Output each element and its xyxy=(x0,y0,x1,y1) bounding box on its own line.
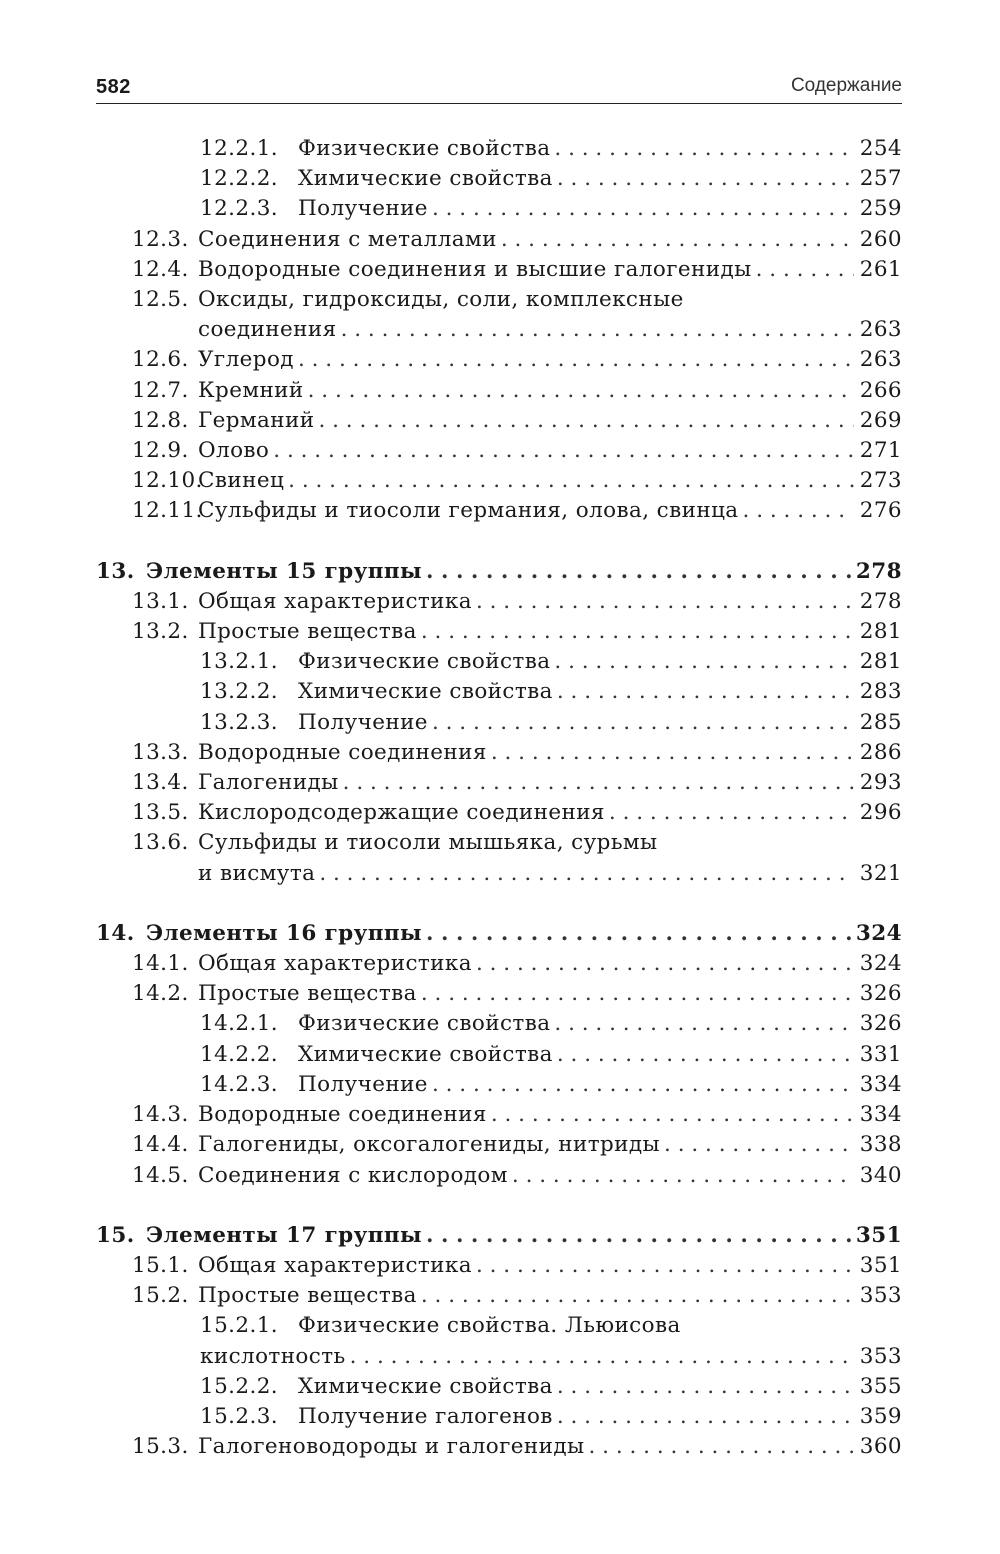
entry-number: 14.2.1. xyxy=(200,1011,279,1037)
entry-page-number: 340 xyxy=(859,1162,902,1188)
toc-section-entry[interactable] xyxy=(96,436,902,466)
entry-page-number: 334 xyxy=(859,1102,902,1128)
toc-subsection-entry[interactable] xyxy=(96,164,902,194)
entry-title: Получение галогенов xyxy=(298,1403,553,1429)
toc-section-entry[interactable] xyxy=(96,768,902,798)
entry-title: Германий xyxy=(198,407,315,433)
entry-page-number: 281 xyxy=(859,649,902,675)
entry-title: Олово xyxy=(198,438,270,464)
entry-page-number: 271 xyxy=(859,438,902,464)
dot-leader xyxy=(557,164,854,194)
entry-title: Сульфиды и тиосоли мышьяка, сурьмы xyxy=(198,830,658,856)
entry-number: 14.2.2. xyxy=(200,1041,279,1067)
toc-section-entry[interactable] xyxy=(96,949,902,979)
entry-title: Элементы 16 группы xyxy=(146,920,422,946)
dot-leader xyxy=(557,1372,854,1402)
toc-chapter[interactable] xyxy=(96,919,902,949)
dot-leader xyxy=(743,496,854,526)
entry-title: Свинец xyxy=(198,468,285,494)
toc-section-entry[interactable] xyxy=(96,617,902,647)
toc-section-entry[interactable] xyxy=(96,979,902,1009)
entry-title: Галогениды xyxy=(198,770,339,796)
toc-subsection-entry[interactable] xyxy=(96,708,902,738)
entry-page-number: 326 xyxy=(859,1011,902,1037)
entry-title: Галогениды, оксогалогениды, нитриды xyxy=(198,1132,661,1158)
entry-number: 13.3. xyxy=(132,739,189,765)
toc-subsection-entry[interactable] xyxy=(96,677,902,707)
entry-page-number: 293 xyxy=(859,770,902,796)
entry-title-continuation: и висмута xyxy=(198,860,316,886)
entry-number: 14.1. xyxy=(132,951,189,977)
entry-title: Элементы 17 группы xyxy=(146,1222,422,1248)
entry-number: 15.2.2. xyxy=(200,1373,279,1399)
toc-section-entry[interactable] xyxy=(96,285,902,345)
entry-title: Физические свойства xyxy=(298,1011,551,1037)
running-title: Содержание xyxy=(790,75,902,96)
toc-section-entry[interactable] xyxy=(96,587,902,617)
toc-subsection-entry[interactable] xyxy=(96,1070,902,1100)
toc-section-entry[interactable] xyxy=(96,496,902,526)
entry-title: Соединения с кислородом xyxy=(198,1162,508,1188)
toc-section-entry[interactable] xyxy=(96,1251,902,1281)
entry-title: Физические свойства xyxy=(298,649,551,675)
dot-leader xyxy=(298,345,854,375)
toc-subsection-entry[interactable] xyxy=(96,1402,902,1432)
entry-page-number: 263 xyxy=(859,347,902,373)
entry-title: Химические свойства xyxy=(298,1373,553,1399)
dot-leader xyxy=(343,768,854,798)
entry-title: Кремний xyxy=(198,377,304,403)
dot-leader xyxy=(426,557,852,587)
toc-section xyxy=(96,134,902,527)
dot-leader xyxy=(426,1221,852,1251)
entry-page-number: 355 xyxy=(859,1373,902,1399)
entry-title: Простые вещества xyxy=(198,981,417,1007)
dot-leader xyxy=(432,194,854,224)
entry-page-number: 257 xyxy=(859,166,902,192)
entry-title: Водородные соединения и высшие галогениды xyxy=(198,256,752,282)
toc-subsection-entry[interactable] xyxy=(96,194,902,224)
dot-leader xyxy=(421,617,854,647)
dot-leader xyxy=(432,1070,854,1100)
entry-page-number: 269 xyxy=(859,407,902,433)
dot-leader xyxy=(350,1342,854,1372)
entry-title: Химические свойства xyxy=(298,1041,553,1067)
entry-page-number: 285 xyxy=(859,709,902,735)
entry-number: 15. xyxy=(96,1222,135,1248)
dot-leader xyxy=(491,1100,854,1130)
entry-number: 12.7. xyxy=(132,377,189,403)
entry-number: 14.2. xyxy=(132,981,189,1007)
dot-leader xyxy=(557,677,854,707)
entry-title: Углерод xyxy=(198,347,294,373)
dot-leader xyxy=(319,859,854,889)
entry-title: Соединения с металлами xyxy=(198,226,497,252)
entry-page-number: 254 xyxy=(859,136,902,161)
entry-number: 15.1. xyxy=(132,1252,189,1278)
entry-page-number: 261 xyxy=(859,256,902,282)
entry-page-number: 324 xyxy=(859,951,902,977)
entry-number: 15.2.1. xyxy=(200,1313,279,1339)
entry-title: Физические свойства xyxy=(298,136,551,161)
entry-page-number: 263 xyxy=(859,317,902,343)
entry-title: Сульфиды и тиосоли германия, олова, свинца xyxy=(198,498,739,524)
dot-leader xyxy=(476,1251,854,1281)
entry-number: 13.2.1. xyxy=(200,649,279,675)
entry-page-number: 324 xyxy=(855,920,902,946)
toc-subsection-entry[interactable] xyxy=(96,1040,902,1070)
entry-number: 13.4. xyxy=(132,770,189,796)
entry-page-number: 321 xyxy=(859,860,902,886)
dot-leader xyxy=(554,647,854,677)
entry-page-number: 281 xyxy=(859,619,902,645)
table-of-contents xyxy=(96,134,902,1492)
page-number: 582 xyxy=(96,76,131,98)
entry-title: Получение xyxy=(298,196,428,222)
toc-section xyxy=(96,557,902,889)
entry-title-continuation: кислотность xyxy=(200,1343,346,1369)
entry-number: 13.6. xyxy=(132,830,189,856)
toc-section-entry[interactable] xyxy=(96,255,902,285)
entry-number: 12.9. xyxy=(132,438,189,464)
toc-section-entry[interactable] xyxy=(96,1161,902,1191)
toc-chapter[interactable] xyxy=(96,557,902,587)
toc-section xyxy=(96,1221,902,1463)
dot-leader xyxy=(589,1432,855,1462)
entry-number: 12.2.2. xyxy=(200,166,279,192)
entry-number: 12.2.1. xyxy=(200,136,279,161)
entry-page-number: 259 xyxy=(859,196,902,222)
entry-number: 13. xyxy=(96,558,135,584)
toc-section-entry[interactable] xyxy=(96,1130,902,1160)
entry-page-number: 266 xyxy=(859,377,902,403)
entry-title: Физические свойства. Льюисова xyxy=(298,1313,681,1339)
toc-subsection-entry[interactable] xyxy=(96,1372,902,1402)
entry-number: 12.6. xyxy=(132,347,189,373)
entry-page-number: 331 xyxy=(859,1041,902,1067)
toc-section-entry[interactable] xyxy=(96,828,902,888)
entry-number: 13.2.3. xyxy=(200,709,279,735)
toc-section-entry[interactable] xyxy=(96,1432,902,1462)
entry-page-number: 351 xyxy=(859,1252,902,1278)
entry-title: Галогеноводороды и галогениды xyxy=(198,1434,585,1460)
entry-number: 14.4. xyxy=(132,1132,189,1158)
entry-number: 14.2.3. xyxy=(200,1071,279,1097)
toc-subsection-entry[interactable] xyxy=(96,1311,902,1371)
entry-number: 12.2.3. xyxy=(200,196,279,222)
dot-leader xyxy=(664,1130,854,1160)
toc-section-entry[interactable] xyxy=(96,798,902,828)
entry-number: 12.11. xyxy=(132,498,203,524)
entry-page-number: 351 xyxy=(855,1222,902,1248)
entry-number: 13.1. xyxy=(132,588,189,614)
toc-section-entry[interactable] xyxy=(96,225,902,255)
entry-number: 12.3. xyxy=(132,226,189,252)
toc-section-entry[interactable] xyxy=(96,1281,902,1311)
dot-leader xyxy=(476,587,854,617)
entry-title: Общая характеристика xyxy=(198,1252,472,1278)
toc-section-entry[interactable] xyxy=(96,466,902,496)
entry-page-number: 273 xyxy=(859,468,902,494)
entry-title: Кислородсодержащие соединения xyxy=(198,800,605,826)
entry-title: Оксиды, гидроксиды, соли, комплексные xyxy=(198,287,684,313)
entry-number: 12.10. xyxy=(132,468,203,494)
entry-page-number: 283 xyxy=(859,679,902,705)
toc-section xyxy=(96,919,902,1191)
entry-page-number: 353 xyxy=(859,1283,902,1309)
entry-title: Химические свойства xyxy=(298,679,553,705)
dot-leader xyxy=(426,919,852,949)
entry-title: Химические свойства xyxy=(298,166,553,192)
dot-leader xyxy=(421,1281,854,1311)
entry-number: 15.2.3. xyxy=(200,1403,279,1429)
toc-section-entry[interactable] xyxy=(96,376,902,406)
entry-page-number: 359 xyxy=(859,1403,902,1429)
entry-page-number: 278 xyxy=(855,558,902,584)
dot-leader xyxy=(308,376,854,406)
entry-number: 13.2. xyxy=(132,619,189,645)
entry-number: 12.5. xyxy=(132,287,189,313)
dot-leader xyxy=(512,1161,854,1191)
entry-number: 12.4. xyxy=(132,256,189,282)
dot-leader xyxy=(341,315,854,345)
entry-page-number: 338 xyxy=(859,1132,902,1158)
entry-title: Общая характеристика xyxy=(198,951,472,977)
entry-number: 14.3. xyxy=(132,1102,189,1128)
entry-title-continuation: соединения xyxy=(198,317,337,343)
entry-title: Простые вещества xyxy=(198,619,417,645)
dot-leader xyxy=(501,225,854,255)
dot-leader xyxy=(557,1040,854,1070)
dot-leader xyxy=(318,406,854,436)
entry-number: 14.5. xyxy=(132,1162,189,1188)
entry-page-number: 278 xyxy=(859,588,902,614)
dot-leader xyxy=(609,798,854,828)
entry-page-number: 334 xyxy=(859,1071,902,1097)
entry-number: 15.2. xyxy=(132,1283,189,1309)
entry-number: 14. xyxy=(96,920,135,946)
entry-page-number: 260 xyxy=(859,226,902,252)
entry-page-number: 326 xyxy=(859,981,902,1007)
dot-leader xyxy=(421,979,854,1009)
entry-title: Получение xyxy=(298,1071,428,1097)
entry-title: Элементы 15 группы xyxy=(146,558,422,584)
dot-leader xyxy=(554,1009,854,1039)
entry-number: 15.3. xyxy=(132,1434,189,1460)
toc-section-entry[interactable] xyxy=(96,345,902,375)
entry-title: Водородные соединения xyxy=(198,739,487,765)
toc-subsection-entry[interactable] xyxy=(96,134,902,164)
entry-page-number: 296 xyxy=(859,800,902,826)
dot-leader xyxy=(554,134,854,164)
entry-title: Общая характеристика xyxy=(198,588,472,614)
entry-page-number: 353 xyxy=(859,1343,902,1369)
entry-page-number: 360 xyxy=(859,1434,902,1460)
dot-leader xyxy=(288,466,854,496)
toc-chapter[interactable] xyxy=(96,1221,902,1251)
entry-number: 13.5. xyxy=(132,800,189,826)
entry-title: Простые вещества xyxy=(198,1283,417,1309)
entry-number: 12.8. xyxy=(132,407,189,433)
entry-page-number: 276 xyxy=(859,498,902,524)
entry-title: Получение xyxy=(298,709,428,735)
dot-leader xyxy=(491,738,854,768)
toc-section-entry[interactable] xyxy=(96,738,902,768)
toc-subsection-entry[interactable] xyxy=(96,647,902,677)
dot-leader xyxy=(432,708,854,738)
entry-number: 13.2.2. xyxy=(200,679,279,705)
dot-leader xyxy=(756,255,854,285)
toc-section-entry[interactable] xyxy=(96,406,902,436)
toc-section-entry[interactable] xyxy=(96,1100,902,1130)
page-header xyxy=(96,70,902,104)
entry-title: Водородные соединения xyxy=(198,1102,487,1128)
dot-leader xyxy=(557,1402,854,1432)
entry-page-number: 286 xyxy=(859,739,902,765)
dot-leader xyxy=(476,949,854,979)
dot-leader xyxy=(273,436,854,466)
toc-subsection-entry[interactable] xyxy=(96,1009,902,1039)
